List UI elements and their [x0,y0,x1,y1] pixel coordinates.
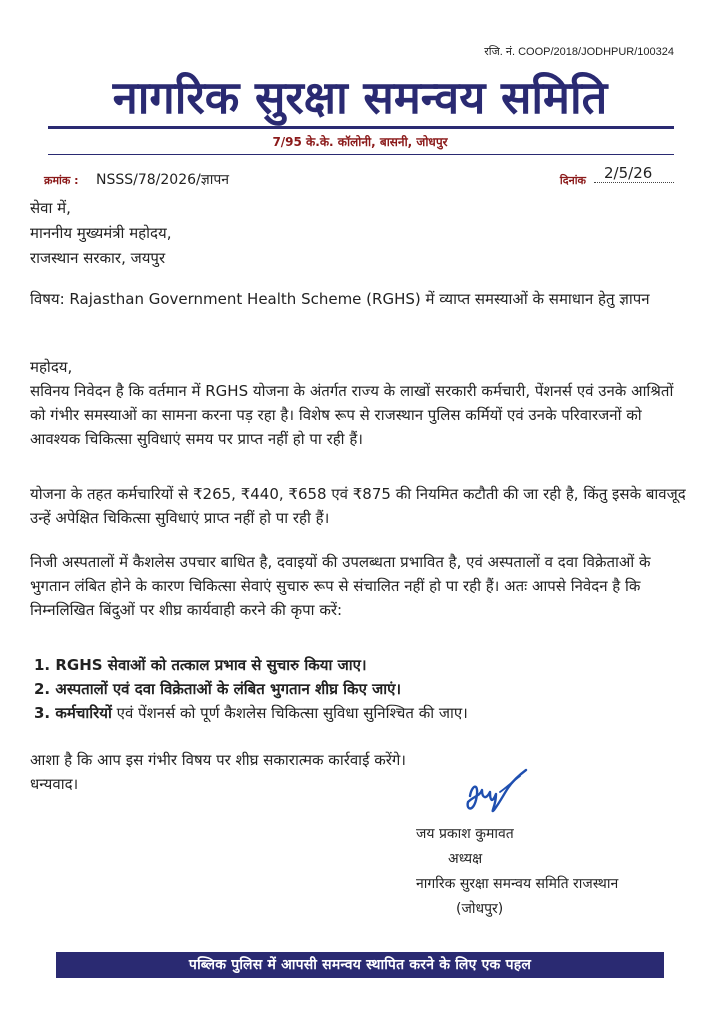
recipient-line: माननीय मुख्यमंत्री महोदय, [30,224,172,242]
reference-row [44,164,674,192]
demand-item-3-rest: एवं पेंशनर्स को पूर्ण कैशलेस चिकित्सा सुविधा सुनिश्चित की जाए। [111,704,468,722]
recipient-block [30,196,690,271]
salutation: महोदय, [30,358,73,376]
paragraph-3: निजी अस्पतालों में कैशलेस उपचार बाधित है, दवाइयों की उपलब्धता प्रभावित है, एवं अस्पतालों व दवा विक्रेताओं के भुगतान लंबित होने के कारण चिकित्सा सेवाएं सुचारु रूप से संचालित नहीं हो पा रही हैं। अतः आपसे निवेदन है कि निम्नलिखित बिंदुओं पर शीघ्र कार्यवाही करने की कृपा करें: [30,553,651,619]
registration-number: रजि. नं. COOP/2018/JODHPUR/100324 [484,46,674,58]
signatory-name: जय प्रकाश कुमावत [416,826,514,842]
organization-address: 7/95 के.के. कॉलोनी, बासनी, जोधपुर [272,135,448,149]
demand-item-3-bold: 3. कर्मचारियों [34,704,112,722]
paragraph-2: योजना के तहत कर्मचारियों से ₹265, ₹440, ₹658 एवं ₹875 की नियमित कटौती की जा रही है, किंतु इसके बावजूद उन्हें अपेक्षित चिकित्सा सुविधाएं प्राप्त नहीं हो पा रही हैं। [30,485,686,527]
signatory-organization: नागरिक सुरक्षा समन्वय समिति राजस्थान [416,876,619,892]
handwritten-signature [460,766,540,818]
signatory-city: (जोधपुर) [456,901,504,917]
recipient-line: राजस्थान सरकार, जयपुर [30,249,166,267]
recipient-line: सेवा में, [30,199,71,217]
footer-tagline: पब्लिक पुलिस में आपसी समन्वय स्थापित करने के लिए एक पहल [56,952,664,978]
demand-item-2: 2. अस्पतालों एवं दवा विक्रेताओं के लंबित भुगतान शीघ्र किए जाएं। [34,680,402,698]
date-value: 2/5/26 [594,164,674,183]
paragraph-1: सविनय निवेदन है कि वर्तमान में RGHS योजना के अंतर्गत राज्य के लाखों सरकारी कर्मचारी, पेंशनर्स एवं उनके आश्रितों को गंभीर समस्याओं का सामना करना पड़ रहा है। विशेष रूप से राजस्थान पुलिस कर्मियों एवं उनके परिवारजनों को आवश्यक चिकित्सा सुविधाएं समय पर प्राप्त नहीं हो पा रही हैं। [30,382,674,448]
header-divider-bottom [48,154,674,155]
signatory-block [416,822,618,922]
reference-label: क्रमांक : [44,174,79,187]
closing-line: आशा है कि आप इस गंभीर विषय पर शीघ्र सकारात्मक कार्रवाई करेंगे। [30,751,406,769]
date-label: दिनांक [559,174,586,187]
thanks-line: धन्यवाद। [30,775,79,793]
demand-item-1: 1. RGHS सेवाओं को तत्काल प्रभाव से सुचारु किया जाए। [34,656,367,674]
demand-item-3 [34,701,684,725]
closing-block [30,748,690,796]
header-divider-top [48,126,674,129]
subject-line: विषय: Rajasthan Government Health Scheme (RGHS) में व्याप्त समस्याओं के समाधान हेतु ज्ञापन [30,290,650,308]
signatory-designation: अध्यक्ष [448,851,483,867]
reference-number: NSSS/78/2026/ज्ञापन [96,172,230,188]
organization-title: नागरिक सुरक्षा समन्वय समिति [112,71,608,124]
demand-list [34,653,684,725]
